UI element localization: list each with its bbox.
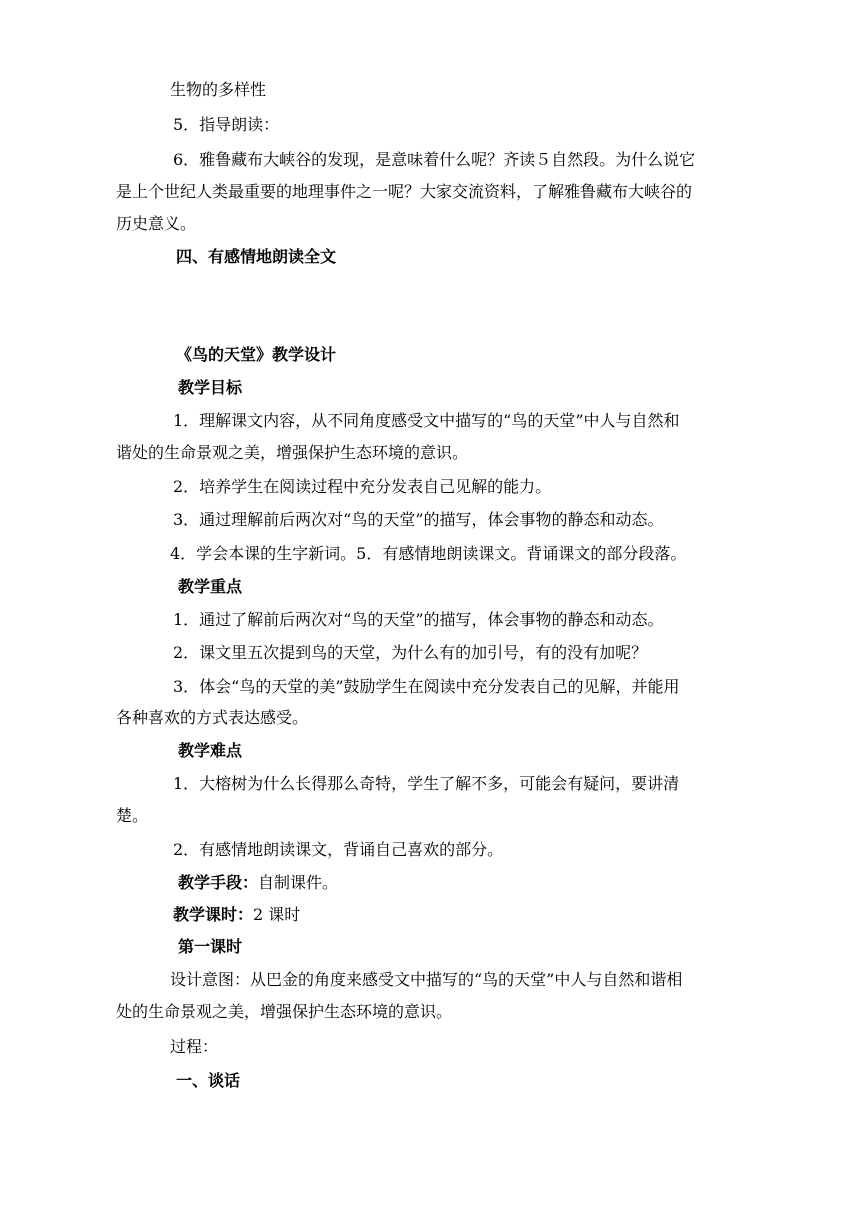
- document-title: 《鸟的天堂》教学设计: [176, 345, 337, 364]
- difficulties-heading: 教学难点: [178, 741, 243, 760]
- process-label: 过程：: [170, 1037, 219, 1056]
- teaching-hours-value: 2 课时: [253, 905, 301, 924]
- key-point-3-line-1: 3．体会“鸟的天堂的美”鼓励学生在阅读中充分发表自己的见解，并能用: [173, 677, 680, 696]
- step-6-line-2: 是上个世纪人类最重要的地理事件之一呢？大家交流资料，了解雅鲁藏布大峡谷的: [116, 182, 693, 201]
- lesson-1-heading: 第一课时: [178, 937, 243, 956]
- teaching-means-label: 教学手段：: [178, 873, 259, 892]
- step-1-heading: 一、谈话: [176, 1071, 241, 1090]
- difficulty-2: 2．有感情地朗读课文，背诵自己喜欢的部分。: [173, 840, 504, 859]
- goal-1-line-2: 谐处的生命景观之美，增强保护生态环境的意识。: [116, 443, 469, 462]
- teaching-means-value: 自制课件。: [258, 873, 339, 892]
- goals-heading: 教学目标: [178, 378, 243, 397]
- step-6-line-1: 6．雅鲁藏布大峡谷的发现，是意味着什么呢？齐读５自然段。为什么说它: [173, 150, 696, 169]
- key-point-2: 2．课文里五次提到鸟的天堂，为什么有的加引号，有的没有加呢？: [173, 643, 648, 662]
- goal-1-line-1: 1．理解课文内容，从不同角度感受文中描写的“鸟的天堂”中人与自然和: [173, 411, 680, 430]
- teaching-hours-label: 教学课时：: [173, 905, 254, 924]
- goal-4-5: 4．学会本课的生字新词。5．有感情地朗读课文。背诵课文的部分段落。: [170, 544, 687, 563]
- design-intent-line-2: 处的生命景观之美，增强保护生态环境的意识。: [116, 1002, 453, 1021]
- step-6-line-3: 历史意义。: [116, 214, 197, 233]
- design-intent-line-1: 设计意图：从巴金的角度来感受文中描写的“鸟的天堂”中人与自然和谐相: [170, 970, 683, 989]
- goal-3: 3．通过理解前后两次对“鸟的天堂”的描写，体会事物的静态和动态。: [173, 510, 664, 529]
- difficulty-1-line-2: 楚。: [116, 806, 149, 825]
- section-heading-4: 四、有感情地朗读全文: [176, 247, 337, 266]
- key-points-heading: 教学重点: [178, 577, 243, 596]
- key-point-3-line-2: 各种喜欢的方式表达感受。: [116, 708, 309, 727]
- step-guide-reading: 5．指导朗读：: [173, 115, 280, 134]
- teaching-means: [178, 873, 338, 893]
- key-point-1: 1．通过了解前后两次对“鸟的天堂”的描写，体会事物的静态和动态。: [173, 610, 664, 629]
- paragraph-biodiversity: 生物的多样性: [170, 80, 267, 99]
- teaching-hours: [173, 905, 300, 925]
- difficulty-1-line-1: 1．大榕树为什么长得那么奇特，学生了解不多，可能会有疑问，要讲清: [173, 774, 680, 793]
- goal-2: 2．培养学生在阅读过程中充分发表自己见解的能力。: [173, 477, 552, 496]
